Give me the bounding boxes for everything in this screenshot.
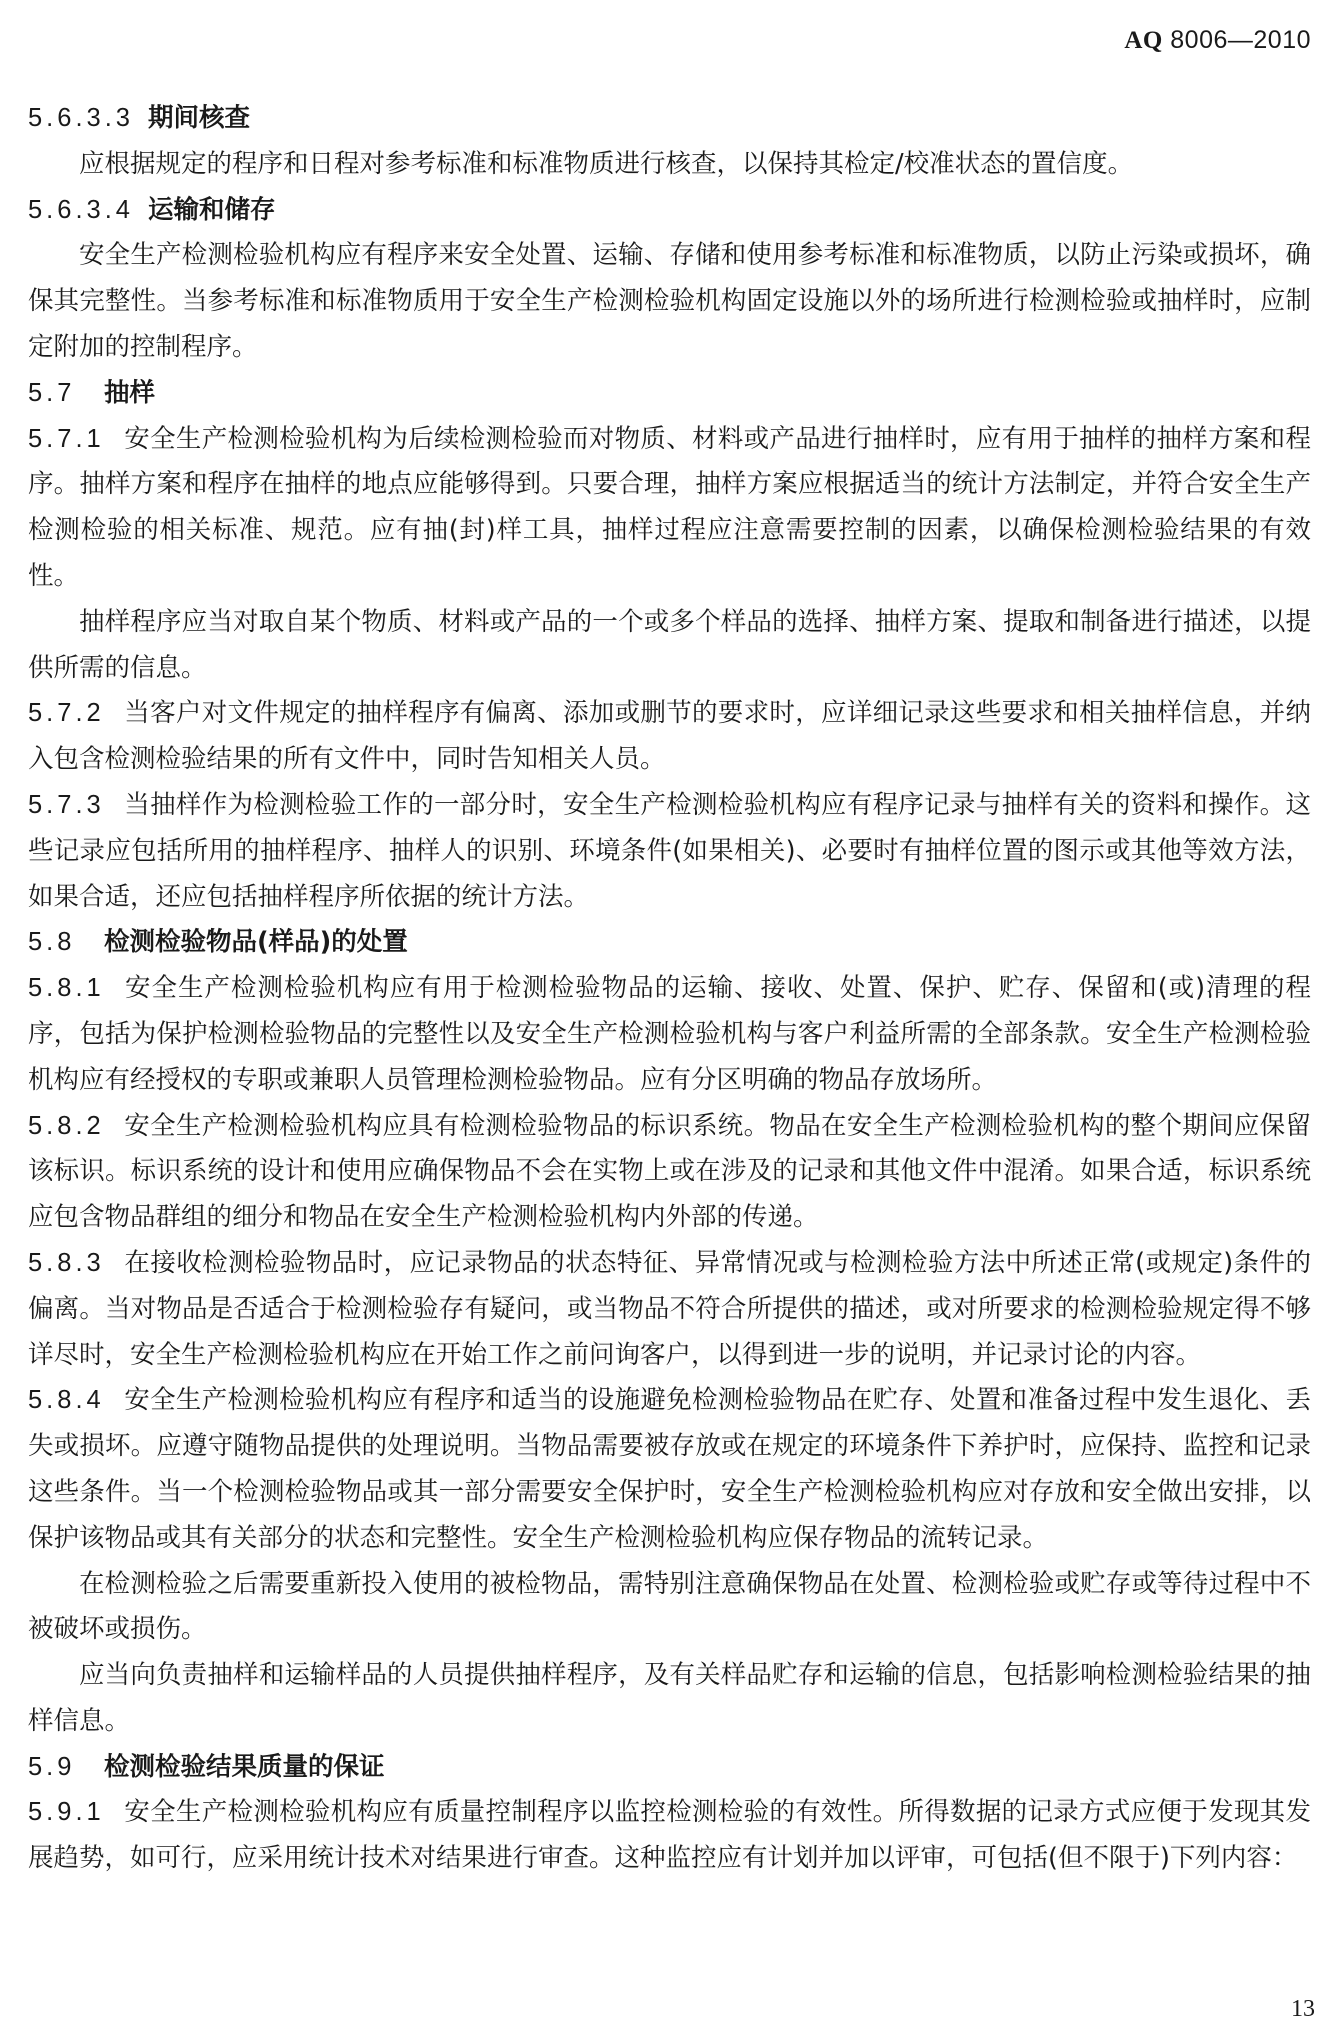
page-number: 13: [1291, 1996, 1315, 2022]
clause-text: 安全生产检测检验机构为后续检测检验而对物质、材料或产品进行抽样时，应有用于抽样的抽样方案和程序。抽样方案和程序在抽样的地点应能够得到。只要合理，抽样方案应根据适当的统计方法制定，并符合安全生产检测检验的相关标准、规范。应有抽(封)样工具，抽样过程应注意需要控制的因素，以确保检测检验结果的有效性。: [28, 423, 1311, 591]
clause: [28, 783, 1311, 920]
paragraph: 在检测检验之后需要重新投入使用的被检物品，需特别注意确保物品在处置、检测检验或贮存或等待过程中不被破坏或损伤。: [28, 1568, 1311, 1645]
clause: [28, 966, 1311, 1103]
clause-text: 安全生产检测检验机构应具有检测检验物品的标识系统。物品在安全生产检测检验机构的整个期间应保留该标识。标识系统的设计和使用应确保物品不会在实物上或在涉及的记录和其他文件中混淆。如果合适，标识系统应包含物品群组的细分和物品在安全生产检测检验机构内外部的传递。: [28, 1110, 1311, 1233]
paragraph: 安全生产检测检验机构应有程序来安全处置、运输、存储和使用参考标准和标准物质，以防止污染或损坏，确保其完整性。当参考标准和标准物质用于安全生产检测检验机构固定设施以外的场所进行检测检验或抽样时，应制定附加的控制程序。: [28, 240, 1311, 362]
section-title: 抽样: [104, 377, 156, 408]
section-title: 运输和储存: [148, 194, 276, 225]
document-body: [28, 96, 1311, 1882]
clause: [28, 1241, 1311, 1378]
clause-number: 5.8.4: [28, 1386, 105, 1415]
paragraph: 抽样程序应当对取自某个物质、材料或产品的一个或多个样品的选择、抽样方案、提取和制备进行描述，以提供所需的信息。: [28, 606, 1311, 683]
clause-text: 当客户对文件规定的抽样程序有偏离、添加或删节的要求时，应详细记录这些要求和相关抽样信息，并纳入包含检测检验结果的所有文件中，同时告知相关人员。: [28, 698, 1311, 775]
clause-number: 5.8.2: [28, 1111, 105, 1140]
section-heading: [28, 371, 1311, 417]
section-heading: [28, 1745, 1311, 1791]
clause: [28, 1104, 1311, 1241]
clause-text: 安全生产检测检验机构应有用于检测检验物品的运输、接收、处置、保护、贮存、保留和(或)清理的程序，包括为保护检测检验物品的完整性以及安全生产检测检验机构与客户利益所需的全部条款。安全生产检测检验机构应有经授权的专职或兼职人员管理检测检验物品。应有分区明确的物品存放场所。: [28, 973, 1311, 1095]
section-heading: [28, 96, 1311, 142]
section-number: 5.6.3.3: [28, 104, 134, 132]
clause-number: 5.8.1: [28, 974, 105, 1003]
clause-number: 5.7.3: [28, 790, 105, 819]
clause-text: 安全生产检测检验机构应有质量控制程序以监控检测检验的有效性。所得数据的记录方式应便于发现其发展趋势，如可行，应采用统计技术对结果进行审查。这种监控应有计划并加以评审，可包括(但不限于)下列内容：: [28, 1797, 1311, 1874]
page-header: [1124, 26, 1311, 55]
clause-number: 5.7.2: [28, 699, 105, 728]
standard-prefix: AQ: [1124, 27, 1163, 54]
section-title: 期间核查: [148, 103, 251, 133]
paragraph: 应当向负责抽样和运输样品的人员提供抽样程序，及有关样品贮存和运输的信息，包括影响检测检验结果的抽样信息。: [28, 1660, 1311, 1736]
clause-number: 5.8.3: [28, 1248, 105, 1277]
clause: [28, 1790, 1311, 1882]
paragraph: 应根据规定的程序和日程对参考标准和标准物质进行核查，以保持其检定/校准状态的置信度。: [79, 148, 1134, 179]
section-title: 检测检验结果质量的保证: [104, 1751, 385, 1782]
clause-number: 5.9.1: [28, 1798, 105, 1827]
clause: [28, 417, 1311, 600]
clause: [28, 691, 1311, 783]
standard-number: 8006—2010: [1170, 26, 1311, 54]
section-heading: [28, 188, 1311, 234]
section-number: 5.8: [28, 928, 76, 957]
section-heading: [28, 920, 1311, 966]
clause-text: 安全生产检测检验机构应有程序和适当的设施避免检测检验物品在贮存、处置和准备过程中发生退化、丢失或损坏。应遵守随物品提供的处理说明。当物品需要被存放或在规定的环境条件下养护时，应保持、监控和记录这些条件。当一个检测检验物品或其一部分需要安全保护时，安全生产检测检验机构应对存放和安全做出安排，以保护该物品或其有关部分的状态和完整性。安全生产检测检验机构应保存物品的流转记录。: [28, 1385, 1311, 1553]
section-number: 5.7: [28, 378, 76, 407]
clause-text: 在接收检测检验物品时，应记录物品的状态特征、异常情况或与检测检验方法中所述正常(或规定)条件的偏离。当对物品是否适合于检测检验存有疑问，或当物品不符合所提供的描述，或对所要求的检测检验规定得不够详尽时，安全生产检测检验机构应在开始工作之前问询客户，以得到进一步的说明，并记录讨论的内容。: [28, 1247, 1311, 1370]
section-number: 5.6.3.4: [28, 195, 134, 224]
clause-number: 5.7.1: [28, 424, 105, 453]
section-title: 检测检验物品(样品)的处置: [104, 927, 408, 958]
clause-text: 当抽样作为检测检验工作的一部分时，安全生产检测检验机构应有程序记录与抽样有关的资料和操作。这些记录应包括所用的抽样程序、抽样人的识别、环境条件(如果相关)、必要时有抽样位置的图示或其他等效方法，如果合适，还应包括抽样程序所依据的统计方法。: [28, 789, 1311, 912]
clause: [28, 1378, 1311, 1561]
section-number: 5.9: [28, 1752, 76, 1781]
